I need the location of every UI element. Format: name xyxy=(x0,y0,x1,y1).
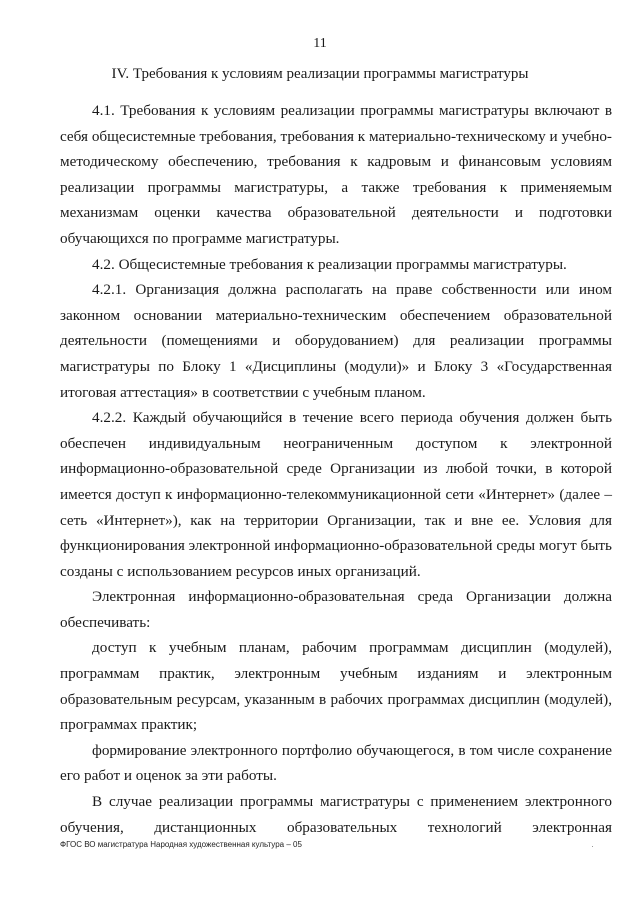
section-heading: IV. Требования к условиям реализации программы магистратуры xyxy=(111,66,529,82)
paragraph-portfolio: формирование электронного портфолио обучающегося, в том числе сохранение его работ и оценок за эти работы. xyxy=(60,741,612,785)
paragraph-environment-intro: Электронная информационно-образовательная среда Организации должна обеспечивать: xyxy=(60,588,612,631)
paragraph-e-learning: В случае реализации программы магистратуры с применением электронного обучения, дистанционных образовательных технологий электронная xyxy=(60,793,612,836)
paragraph-4-2: 4.2. Общесистемные требования к реализации программы магистратуры. xyxy=(92,255,567,273)
page-number: 11 xyxy=(313,36,327,51)
scan-speck xyxy=(592,846,593,847)
paragraph-4-1: 4.1. Требования к условиям реализации программы магистратуры включают в себя общесистемные требования, требования к материально-техническому и учебно-методическому обеспечению, требования к кадровым и финансовым условиям реализации программы магистратуры, а также требования к применяемым механизмам оценки качества образовательной деятельности и подготовки обучающихся по программе магистратуры. xyxy=(60,102,612,247)
paragraph-4-2-1: 4.2.1. Организация должна располагать на праве собственности или ином законном основании материально-техническим обеспечением образовательной деятельности (помещениями и оборудованием) для реализации программы магистратуры по Блоку 1 «Дисциплины (модули)» и Блоку 3 «Государственная итоговая аттестация» в соответствии с учебным планом. xyxy=(60,281,612,401)
paragraph-access: доступ к учебным планам, рабочим программам дисциплин (модулей), программам практик, электронным учебным изданиям и электронным образовательным ресурсам, указанным в рабочих программах дисциплин (модулей), программах практик; xyxy=(60,639,612,734)
page-footer: ФГОС ВО магистратура Народная художественная культура – 05 xyxy=(60,840,302,849)
document-body xyxy=(60,98,612,840)
paragraph-4-2-2: 4.2.2. Каждый обучающийся в течение всего периода обучения должен быть обеспечен индивидуальным неограниченным доступом к электронной информационно-образовательной среде Организации из любой точки, в которой имеется доступ к информационно-телекоммуникационной сети «Интернет» (далее – сеть «Интернет»), как на территории Организации, так и вне ее. Условия для функционирования электронной информационно-образовательной среды могут быть созданы с использованием ресурсов иных организаций. xyxy=(60,409,612,580)
